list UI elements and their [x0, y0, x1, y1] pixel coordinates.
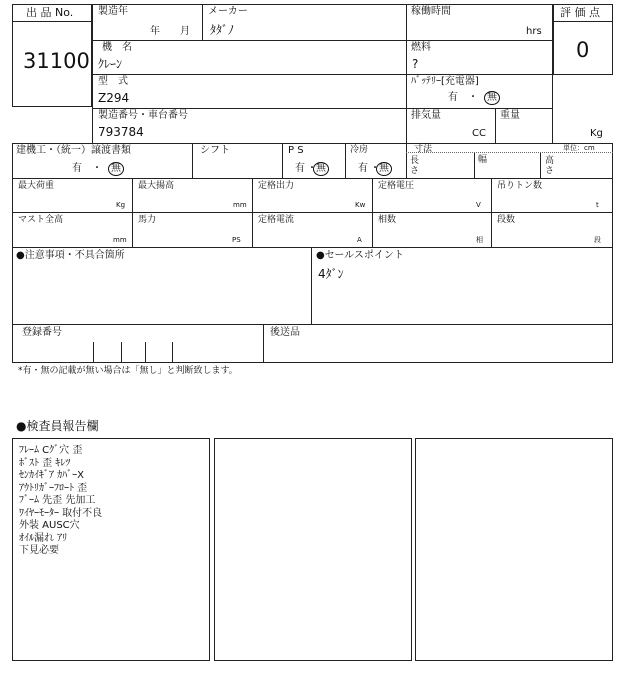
displacement-unit: CC	[472, 128, 486, 139]
inspector-note-line: ｾﾝｶｲｷﾞｱ ｶﾊﾞｰX	[19, 470, 85, 481]
sales-point-label: ●セールスポイント	[316, 250, 404, 261]
hours-unit: hrs	[526, 26, 542, 37]
phase-unit: 相	[476, 236, 483, 244]
year-label: 製造年	[98, 6, 128, 17]
ps-dot: ・	[307, 163, 317, 174]
fuel-value: ?	[412, 57, 419, 71]
inspector-report-title: ●検査員報告欄	[16, 419, 99, 433]
serial-value: 793784	[98, 125, 144, 139]
weight-unit: Kg	[590, 128, 603, 139]
inspector-note-line: ﾌﾚｰﾑ Cｸﾞ穴 歪	[19, 445, 83, 456]
maker-value: ﾀﾀﾞﾉ	[210, 23, 235, 37]
rating-value: 0	[576, 38, 590, 62]
inspector-note-line: 下見必要	[19, 545, 59, 556]
hp-unit: PS	[232, 236, 241, 244]
machine-name-value: ｸﾚｰﾝ	[98, 57, 123, 71]
ac-yes: 有	[358, 163, 368, 174]
max-load-unit: Kg	[116, 201, 126, 209]
lot-number-value: 31100	[23, 49, 90, 73]
unit-note: 単位：cm	[563, 144, 595, 152]
serial-label: 製造番号・車台番号	[98, 110, 188, 121]
shift-label: シフト	[200, 145, 230, 156]
weight-label: 重量	[500, 110, 520, 121]
displacement-label: 排気量	[411, 110, 441, 121]
width-label: 幅	[478, 155, 488, 165]
model-label: 型 式	[98, 76, 128, 87]
hours-label: 稼働時間	[411, 6, 451, 17]
shipping-label: 後送品	[270, 327, 300, 338]
battery-no: 無	[484, 91, 500, 105]
footnote: *有・無の記載が無い場合は「無し」と判断致します。	[18, 366, 238, 376]
battery-yes: 有	[448, 92, 458, 103]
inspector-note-line: ﾌﾞｰﾑ 先歪 先加工	[19, 495, 96, 506]
inspector-note-line: 外装 AUSC穴	[19, 520, 80, 531]
mast-height-unit: mm	[113, 236, 127, 244]
tonnage-label: 吊りトン数	[497, 181, 543, 191]
inspector-note-line: ｵｲﾙ漏れ ｱﾘ	[19, 532, 68, 544]
registration-label: 登録番号	[22, 327, 62, 338]
max-load-label: 最大荷重	[18, 181, 55, 191]
max-lift-label: 最大揚高	[138, 181, 175, 191]
issues-label: ●注意事項・不具合箇所	[16, 250, 125, 261]
battery-dot: ・	[468, 92, 478, 103]
inspector-notes	[19, 445, 102, 558]
ps-label: P S	[288, 145, 304, 156]
cert-dot: ・	[92, 163, 102, 174]
inspector-note-line: ﾎﾞｽﾄ 歪 ｷﾚﾂ	[19, 457, 71, 469]
battery-label: ﾊﾞｯﾃﾘｰ[充電器]	[411, 76, 479, 87]
stages-label: 段数	[497, 215, 516, 225]
ac-dot: ・	[370, 163, 380, 174]
tonnage-unit: t	[596, 201, 599, 209]
maker-label: メーカー	[208, 6, 248, 17]
registration-section	[12, 324, 613, 363]
model-value: Z294	[98, 91, 130, 105]
cert-no: 無	[108, 162, 124, 176]
inspector-column-3	[415, 438, 613, 661]
rated-voltage-unit: V	[476, 201, 481, 209]
ac-label: 冷房	[350, 145, 369, 155]
mast-height-label: マスト全高	[18, 215, 64, 225]
rating-label: 評 価 点	[560, 6, 600, 19]
fuel-label: 燃料	[411, 42, 431, 53]
rated-current-unit: A	[357, 236, 362, 244]
rated-output-label: 定格出力	[258, 181, 295, 191]
stages-unit: 段	[594, 236, 601, 244]
machine-name-label: 機 名	[102, 42, 132, 53]
cert-label: 建機工・（統一）譲渡書類	[16, 145, 131, 156]
year-unit: 年 月	[150, 26, 190, 37]
ps-no: 無	[313, 162, 329, 176]
inspector-column-2	[214, 438, 412, 661]
max-lift-unit: mm	[233, 201, 247, 209]
inspector-note-line: ｱｳﾄﾘｶﾞｰﾌﾛｰﾄ 歪	[19, 482, 88, 494]
length-label: 長さ	[410, 156, 420, 176]
sales-point-value: 4ﾀﾞﾝ	[318, 267, 344, 281]
ps-yes: 有	[295, 163, 305, 174]
rated-current-label: 定格電流	[258, 215, 295, 225]
ac-no: 無	[376, 162, 392, 176]
dimensions-label: 寸法	[414, 144, 433, 154]
lot-number-label: 出 品 No.	[26, 6, 74, 19]
phase-label: 相数	[378, 215, 397, 225]
inspector-note-line: ﾜｲﾔｰﾓｰﾀｰ 取付不良	[19, 507, 103, 519]
cert-yes: 有	[72, 163, 82, 174]
rated-voltage-label: 定格電圧	[378, 181, 415, 191]
rated-output-unit: Kw	[355, 201, 366, 209]
hp-label: 馬力	[138, 215, 157, 225]
height-label: 高さ	[545, 156, 555, 176]
